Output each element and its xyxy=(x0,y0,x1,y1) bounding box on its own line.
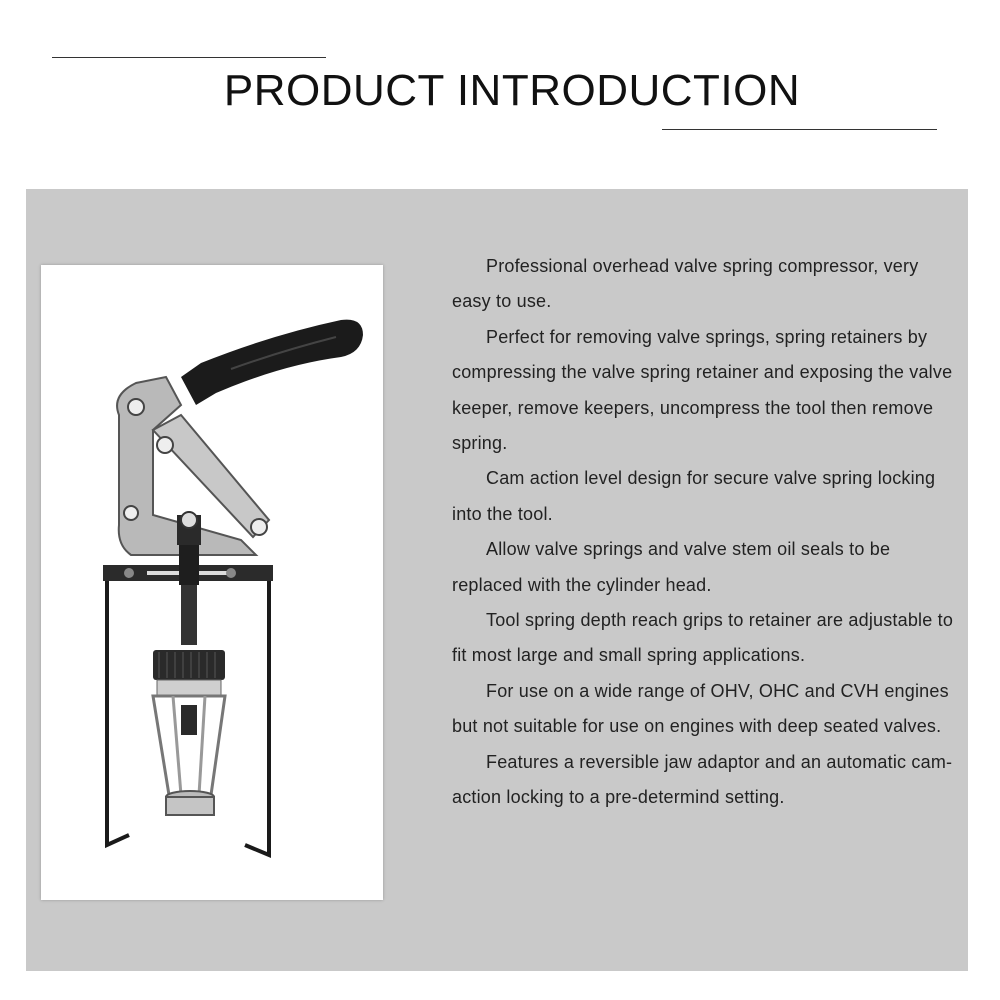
description-paragraph: Tool spring depth reach grips to retainer are adjustable to fit most large and small spring applications. xyxy=(452,610,954,666)
content-panel xyxy=(26,189,968,971)
description-paragraph: Allow valve springs and valve stem oil seals to be replaced with the cylinder head. xyxy=(452,539,891,595)
description-paragraph: Perfect for removing valve springs, spring retainers by compressing the valve spring retainer and exposing the valve keeper, remove keepers, uncompress the tool then remove spring. xyxy=(452,326,953,454)
description-paragraph: Cam action level design for secure valve spring locking into the tool. xyxy=(452,468,936,524)
title-rule-left xyxy=(52,57,326,58)
description-paragraph: Features a reversible jaw adaptor and an automatic cam-action locking to a pre-determind setting. xyxy=(452,751,953,808)
description-paragraph: Professional overhead valve spring compressor, very easy to use. xyxy=(452,256,919,312)
product-photo xyxy=(41,265,383,900)
title-rule-right xyxy=(662,129,937,130)
product-description xyxy=(452,249,962,816)
page-title: PRODUCT INTRODUCTION xyxy=(223,66,801,115)
valve-spring-compressor-icon xyxy=(41,265,383,900)
description-paragraph: For use on a wide range of OHV, OHC and CVH engines but not suitable for use on engines with deep seated valves. xyxy=(452,680,949,737)
